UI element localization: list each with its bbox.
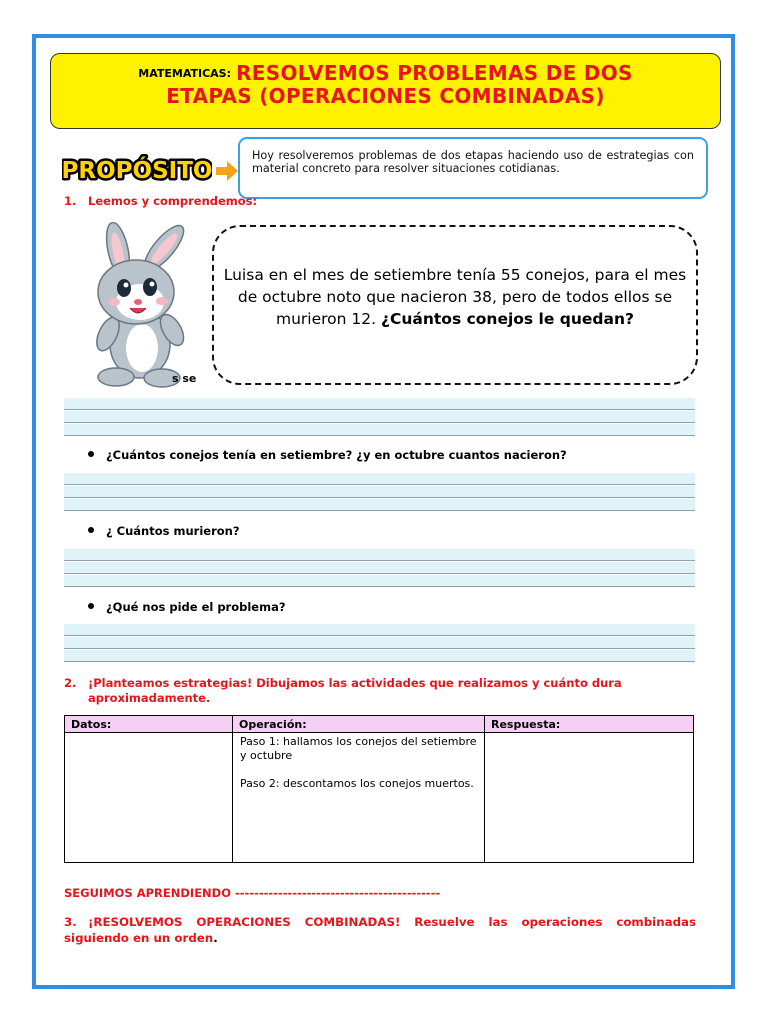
header-operacion: Operación: xyxy=(233,716,485,733)
answer-lines-3[interactable] xyxy=(64,549,695,588)
problem-question: ¿Cuántos conejos le quedan? xyxy=(381,310,634,328)
section-2-number: 2. xyxy=(64,676,77,690)
arrow-right-icon xyxy=(216,161,238,181)
question-3 xyxy=(88,600,286,614)
answer-line[interactable] xyxy=(64,562,695,574)
obscured-text-fragment: s se xyxy=(172,372,197,385)
answer-line[interactable] xyxy=(64,575,695,587)
section-2-heading xyxy=(64,676,696,706)
answer-line[interactable] xyxy=(64,424,695,436)
question-3-text: ¿Qué nos pide el problema? xyxy=(106,600,286,614)
subject-label: MATEMATICAS: xyxy=(138,67,231,80)
section-3-text: ¡RESOLVEMOS OPERACIONES COMBINADAS! Resuelve las operaciones combinadas siguiendo en un orden xyxy=(64,915,696,945)
proposito-badge-text: PROPÓSITO xyxy=(62,158,212,184)
step-2: Paso 2: descontamos los conejos muertos. xyxy=(240,777,474,790)
question-1-text: ¿Cuántos conejos tenía en setiembre? ¿y en octubre cuantos nacieron? xyxy=(106,448,567,462)
section-1-number: 1. xyxy=(64,194,77,208)
section-2-line-2: aproximadamente. xyxy=(88,691,211,705)
problem-statement-box xyxy=(212,225,698,385)
answer-line[interactable] xyxy=(64,624,695,636)
question-2 xyxy=(88,524,240,538)
bullet-icon xyxy=(88,451,94,457)
section-1-title: Leemos y comprendemos: xyxy=(88,194,258,208)
answer-lines-2[interactable] xyxy=(64,473,695,512)
answer-lines-4[interactable] xyxy=(64,624,695,663)
answer-line[interactable] xyxy=(64,473,695,485)
answer-line[interactable] xyxy=(64,499,695,511)
strategy-table xyxy=(64,715,694,863)
title-banner xyxy=(50,53,721,129)
section-2-line-1: ¡Planteamos estrategias! Dibujamos las actividades que realizamos y cuánto dura xyxy=(88,676,622,690)
title-line-1: RESOLVEMOS PROBLEMAS DE DOS xyxy=(236,61,633,85)
proposito-badge xyxy=(62,152,212,186)
header-datos: Datos: xyxy=(65,716,233,733)
bullet-icon xyxy=(88,603,94,609)
section-3-end: . xyxy=(213,931,218,945)
table-header-row xyxy=(65,716,694,733)
answer-line[interactable] xyxy=(64,398,695,410)
cell-operacion[interactable] xyxy=(233,733,485,863)
step-1: Paso 1: hallamos los conejos del setiembre y octubre xyxy=(240,735,477,762)
title-line-2: ETAPAS (OPERACIONES COMBINADAS) xyxy=(166,84,605,108)
bunny-illustration xyxy=(78,222,196,390)
answer-line[interactable] xyxy=(64,486,695,498)
section-3-heading xyxy=(64,914,696,946)
bullet-icon xyxy=(88,527,94,533)
header-respuesta: Respuesta: xyxy=(485,716,694,733)
table-row xyxy=(65,733,694,863)
answer-line[interactable] xyxy=(64,411,695,423)
seguimos-heading: SEGUIMOS APRENDIENDO ------------------------------------------- xyxy=(64,886,441,900)
problem-text: Luisa en el mes de setiembre tenía 55 conejos, para el mes de octubre noto que nacieron 38, pero de todos ellos se murieron 12. xyxy=(223,266,687,328)
answer-line[interactable] xyxy=(64,650,695,662)
purpose-text: Hoy resolveremos problemas de dos etapas haciendo uso de estrategias con material concreto para resolver situaciones cotidianas. xyxy=(252,149,694,175)
question-1 xyxy=(88,448,567,462)
answer-line[interactable] xyxy=(64,637,695,649)
question-2-text: ¿ Cuántos murieron? xyxy=(106,524,240,538)
answer-line[interactable] xyxy=(64,549,695,561)
cell-datos[interactable] xyxy=(65,733,233,863)
answer-lines-1[interactable] xyxy=(64,398,695,437)
section-3-number: 3. xyxy=(64,915,77,929)
purpose-box xyxy=(238,137,708,199)
cell-respuesta[interactable] xyxy=(485,733,694,863)
section-1-heading xyxy=(64,194,257,208)
